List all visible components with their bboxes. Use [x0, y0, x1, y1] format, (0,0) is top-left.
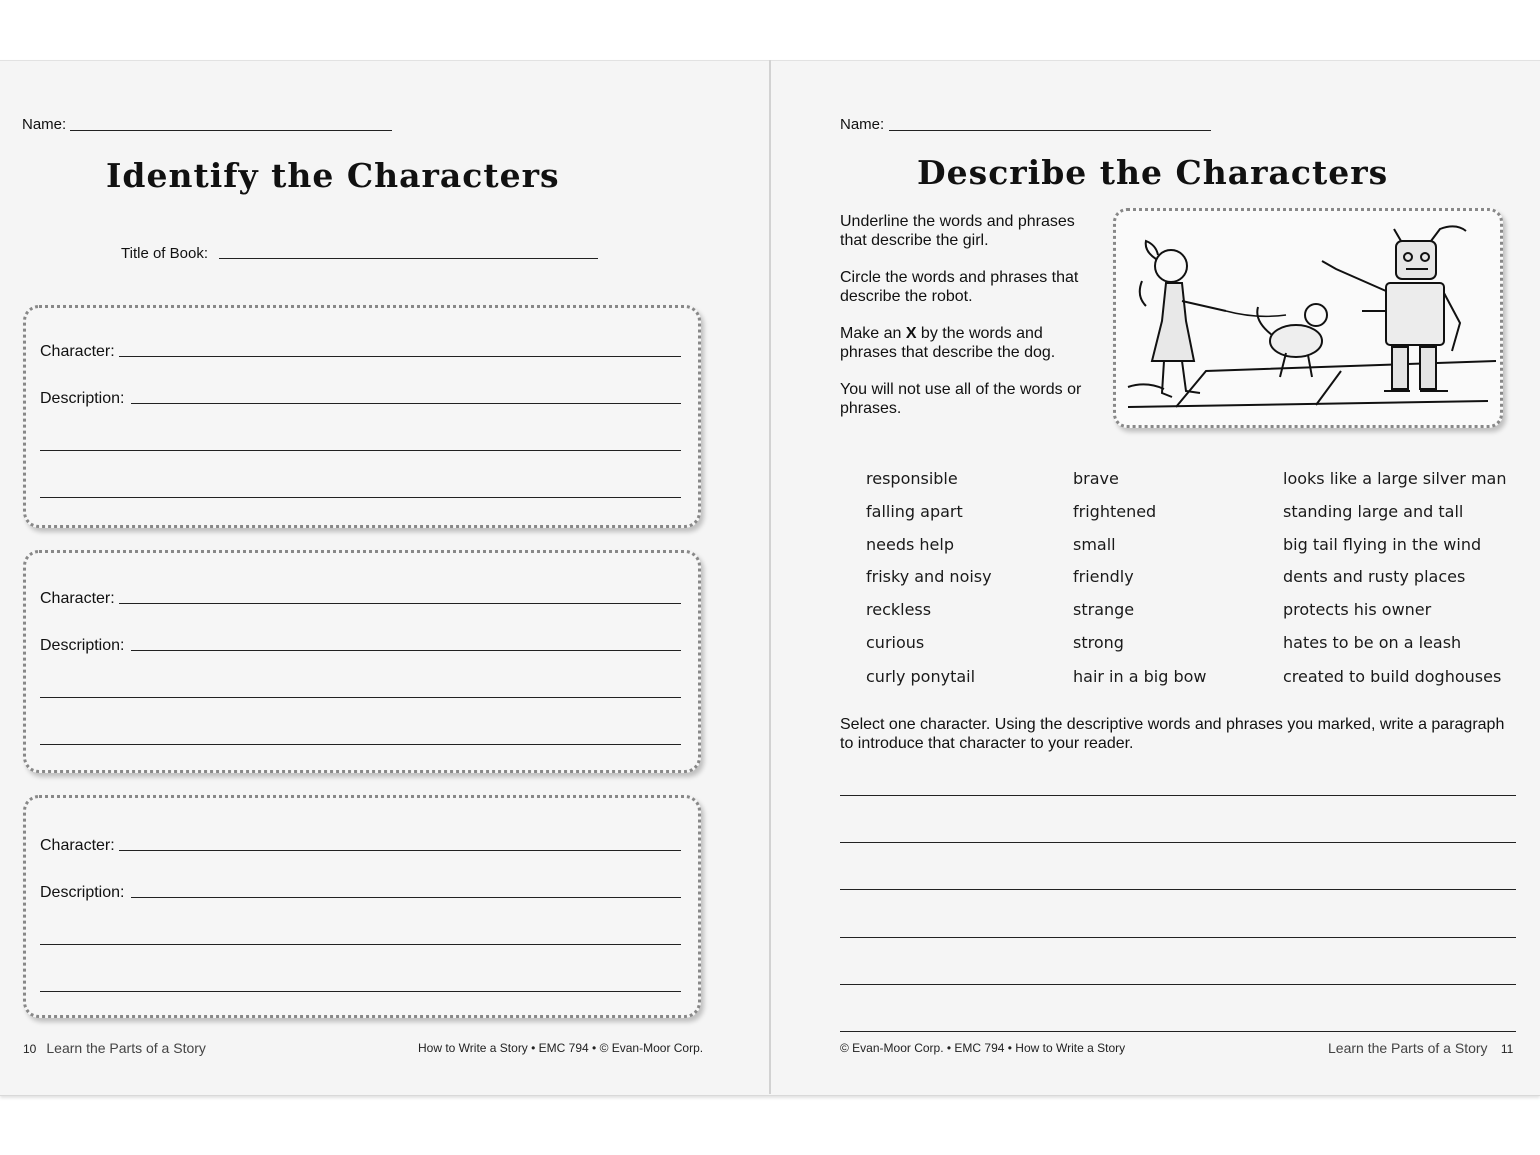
description-line[interactable] [40, 450, 681, 451]
description-line[interactable] [40, 944, 681, 945]
description-line[interactable] [131, 897, 681, 898]
word-bank-item[interactable]: big tail flying in the wind [1283, 535, 1482, 554]
character-line[interactable] [119, 603, 681, 604]
instruction-circle: Circle the words and phrases that describe the robot. [840, 269, 1079, 305]
description-line[interactable] [40, 697, 681, 698]
writing-prompt: Select one character. Using the descriptive words and phrases you marked, write a paragraph to introduce that character to your reader. [840, 716, 1505, 752]
writing-line[interactable] [840, 842, 1516, 843]
page-number: 10 [23, 1042, 37, 1056]
page-footer-left [23, 1040, 206, 1056]
book-info: © Evan-Moor Corp. • EMC 794 • How to Write a Story [840, 1041, 1126, 1055]
description-line[interactable] [40, 991, 681, 992]
description-line[interactable] [131, 403, 681, 404]
page-footer-right [1328, 1040, 1513, 1056]
character-card [23, 550, 701, 773]
word-bank-item[interactable]: curly ponytail [866, 667, 976, 686]
page-title: Identify the Characters [106, 156, 560, 195]
character-card [23, 795, 701, 1018]
description-label: Description: [40, 637, 125, 654]
word-bank-item[interactable]: hates to be on a leash [1283, 633, 1462, 652]
description-label: Description: [40, 884, 125, 901]
word-bank-item[interactable]: looks like a large silver man [1283, 469, 1507, 488]
word-bank-item[interactable]: dents and rusty places [1283, 567, 1466, 586]
writing-line[interactable] [840, 795, 1516, 796]
section-name: Learn the Parts of a Story [46, 1040, 206, 1056]
word-bank-item[interactable]: responsible [866, 469, 958, 488]
word-bank-item[interactable]: created to build doghouses [1283, 667, 1502, 686]
writing-line[interactable] [840, 984, 1516, 985]
character-line[interactable] [119, 356, 681, 357]
description-label: Description: [40, 390, 125, 407]
character-line[interactable] [119, 850, 681, 851]
word-bank-item[interactable]: reckless [866, 600, 932, 619]
section-name: Learn the Parts of a Story [1328, 1040, 1488, 1056]
name-label: Name: [840, 116, 885, 133]
word-bank-item[interactable]: needs help [866, 535, 954, 554]
word-bank-item[interactable]: strange [1073, 600, 1135, 619]
page-title: Describe the Characters [917, 153, 1389, 192]
girl-dog-robot-illustration [1113, 208, 1503, 428]
name-line[interactable] [70, 130, 392, 131]
word-bank-item[interactable]: hair in a big bow [1073, 667, 1207, 686]
writing-line[interactable] [840, 1031, 1516, 1032]
word-bank-item[interactable]: frisky and noisy [866, 567, 992, 586]
word-bank-item[interactable]: standing large and tall [1283, 502, 1464, 521]
description-line[interactable] [40, 497, 681, 498]
right-page [771, 60, 1540, 1094]
name-label: Name: [22, 116, 67, 133]
word-bank-item[interactable]: brave [1073, 469, 1119, 488]
page-number: 11 [1500, 1042, 1514, 1056]
word-bank-item[interactable]: friendly [1073, 567, 1134, 586]
description-line[interactable] [40, 744, 681, 745]
description-line[interactable] [131, 650, 681, 651]
word-bank-item[interactable]: falling apart [866, 502, 963, 521]
character-label: Character: [40, 343, 115, 360]
character-card [23, 305, 701, 528]
name-line[interactable] [889, 130, 1211, 131]
word-bank-item[interactable]: small [1073, 535, 1116, 554]
book-title-line[interactable] [219, 258, 598, 259]
instruction-underline: Underline the words and phrases that describe the girl. [840, 213, 1075, 249]
character-label: Character: [40, 837, 115, 854]
word-bank-item[interactable]: frightened [1073, 502, 1157, 521]
instruction-mark-x: Make an X by the words and phrases that describe the dog. [840, 325, 1056, 361]
left-page [0, 60, 769, 1094]
illustration-drawing [1116, 211, 1500, 425]
character-label: Character: [40, 590, 115, 607]
word-bank-item[interactable]: protects his owner [1283, 600, 1432, 619]
word-bank-item[interactable]: curious [866, 633, 925, 652]
book-title-label: Title of Book: [121, 245, 208, 262]
writing-line[interactable] [840, 937, 1516, 938]
word-bank-item[interactable]: strong [1073, 633, 1124, 652]
book-info: How to Write a Story • EMC 794 • © Evan-Moor Corp. [418, 1041, 704, 1055]
instruction-note: You will not use all of the words or phrases. [840, 381, 1082, 417]
writing-line[interactable] [840, 889, 1516, 890]
